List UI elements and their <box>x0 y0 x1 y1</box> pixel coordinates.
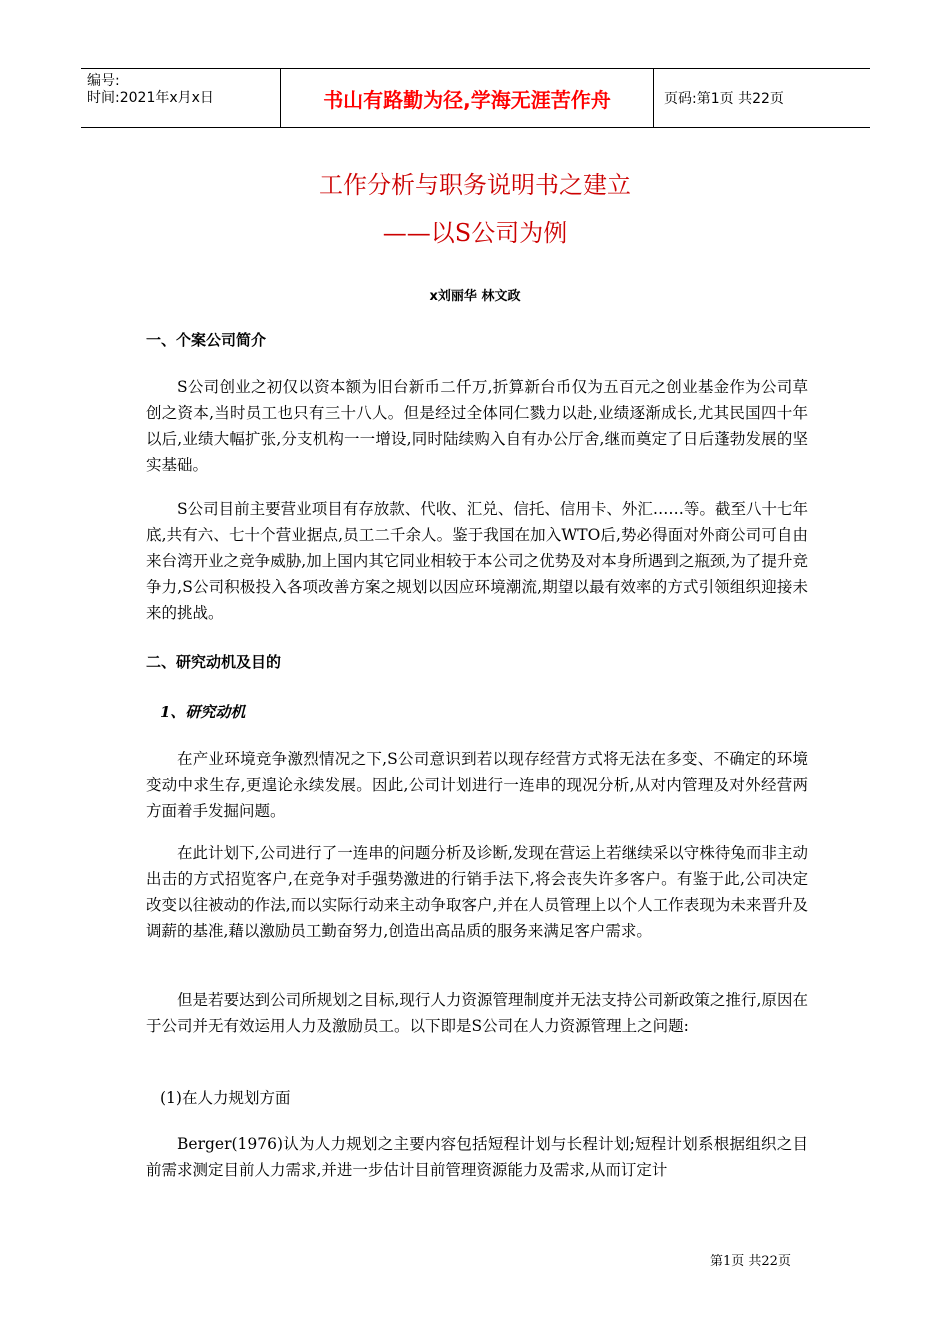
section1-para2: S公司目前主要营业项目有存放款、代收、汇兑、信托、信用卡、外汇……等。截至八十七年底,共有六、七十个营业据点,员工二千余人。鉴于我国在加入WTO后,势必得面对外商公司可自由来台湾开业之竞争威胁,加上国内其它同业相较于本公司之优势及对本身所遇到之瓶颈,为了提升竞争力,S公司积极投入各项改善方案之规划以因应环境潮流,期望以最有效率的方式引领组织迎接未来的挑战。 <box>146 500 808 622</box>
section1-para1: S公司创业之初仅以资本额为旧台新币二仟万,折算新台币仅为五百元之创业基金作为公司草创之资本,当时员工也只有三十八人。但是经过全体同仁戮力以赴,业绩逐渐成长,尤其民国四十年以后,业绩大幅扩张,分支机构一一增设,同时陆续购入自有办公厅舍,继而奠定了日后蓬勃发展的坚实基础。 <box>146 378 808 474</box>
item1-para: Berger(1976)认为人力规划之主要内容包括短程计划与长程计划;短程计划系根据组织之目前需求测定目前人力需求,并进一步估计目前管理资源能力及需求,从而订定计 <box>146 1135 808 1179</box>
doc-number-label: 编号: <box>87 73 120 89</box>
page-header <box>81 68 870 128</box>
item1-heading: (1)在人力规划方面 <box>160 1089 291 1107</box>
doc-subtitle: ——以S公司为例 <box>382 219 568 247</box>
doc-title: 工作分析与职务说明书之建立 <box>319 171 631 199</box>
section2-para3: 但是若要达到公司所规划之目标,现行人力资源管理制度并无法支持公司新政策之推行,原因在于公司并无有效运用人力及激励员工。以下即是S公司在人力资源管理上之问题: <box>146 991 808 1035</box>
section2-heading: 二、研究动机及目的 <box>146 653 282 671</box>
header-page-label: 页码:第1页 共22页 <box>664 91 784 107</box>
page-footer: 第1页 共22页 <box>710 1254 791 1269</box>
section2-para2: 在此计划下,公司进行了一连串的问题分析及诊断,发现在营运上若继续采以守株待兔而非主动出击的方式招览客户,在竞争对手强势激进的行销手法下,将会丧失许多客户。有鉴于此,公司决定改变以往被动的作法,而以实际行动来主动争取客户,并在人员管理上以个人工作表现为未来晋升及调薪的基准,藉以激励员工勤奋努力,创造出高品质的服务来满足客户需求。 <box>146 844 808 940</box>
section1-heading: 一、个案公司简介 <box>146 331 267 349</box>
doc-time-label: 时间:2021年x月x日 <box>87 90 214 106</box>
doc-authors: x刘丽华 林文政 <box>429 289 521 304</box>
section2-para1: 在产业环境竞争激烈情况之下,S公司意识到若以现存经营方式将无法在多变、不确定的环境变动中求生存,更遑论永续发展。因此,公司计划进行一连串的现况分析,从对内管理及对外经营两方面着手发掘问题。 <box>146 750 808 820</box>
header-meta <box>81 69 281 127</box>
header-motto: 书山有路勤为径,学海无涯苦作舟 <box>281 69 654 127</box>
subsection1-heading: 1、研究动机 <box>160 703 246 721</box>
